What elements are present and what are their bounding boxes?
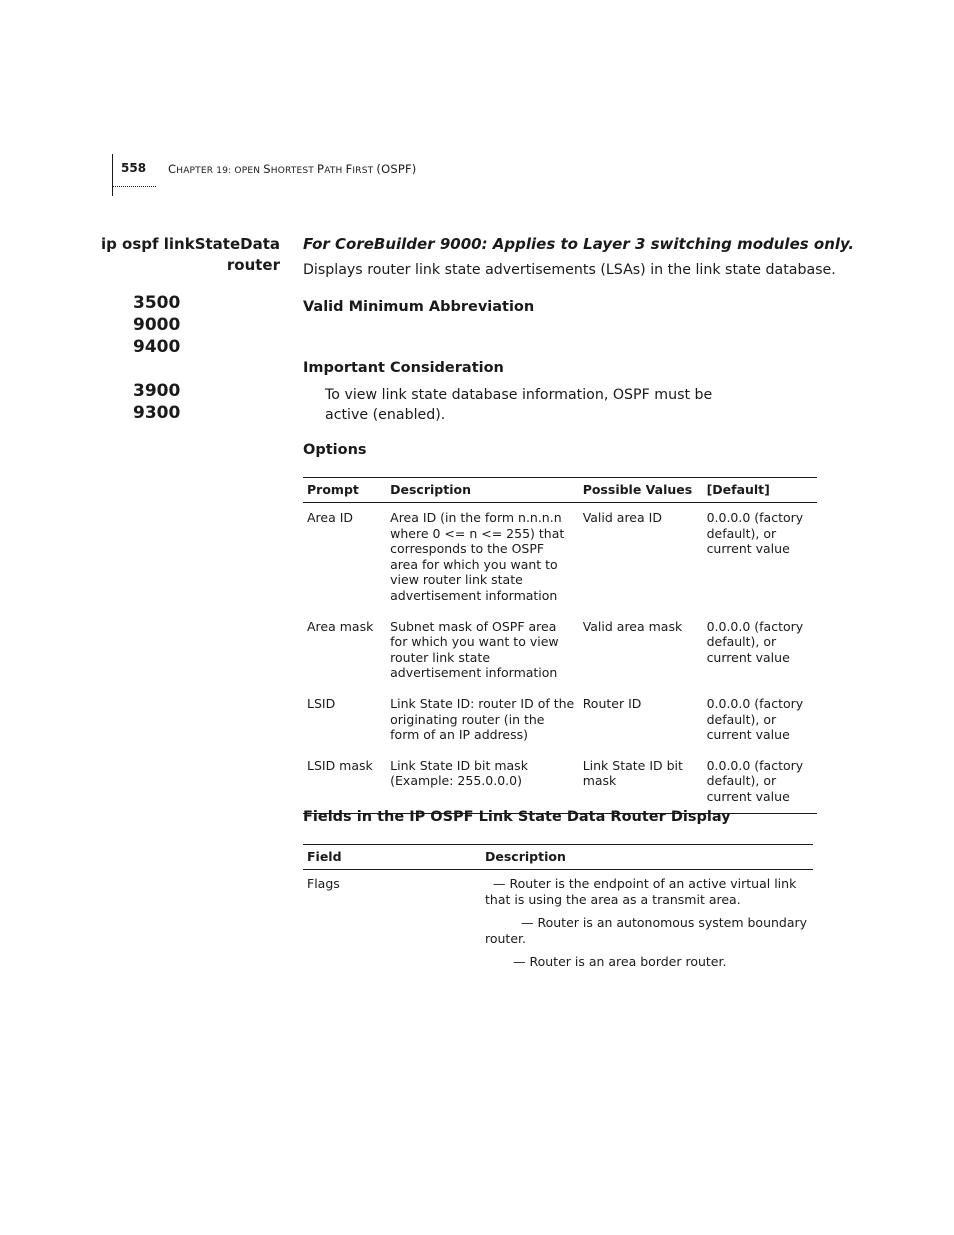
command-description: Displays router link state advertisements (LSAs) in the link state database.: [303, 262, 836, 278]
table-cell: Valid area mask: [582, 618, 683, 634]
platform-list-secondary: [133, 380, 180, 424]
important-consideration-text: To view link state database information, OSPF must be active (enabled).: [325, 387, 713, 423]
table-cell: Valid area ID: [582, 510, 662, 525]
flag-description: — Router is an autonomous system boundary router.: [485, 915, 808, 946]
table-cell: LSID: [307, 695, 336, 711]
platform-label: 9400: [133, 337, 181, 357]
fields-heading: Fields in the IP OSPF Link State Data Router Display: [303, 809, 731, 825]
table-row: [303, 503, 817, 612]
platform-label: 3900: [133, 381, 181, 401]
column-header: Field: [307, 849, 342, 864]
header-dotted-rule: [112, 186, 156, 191]
table-cell: 0.0.0.0 (factory default), or current value: [706, 695, 804, 743]
important-consideration-heading: Important Consideration: [303, 360, 504, 376]
options-heading: Options: [303, 442, 367, 458]
fields-table: [303, 844, 813, 982]
platform-label: 9000: [133, 315, 181, 335]
table-cell: Router ID: [582, 695, 642, 711]
platform-label: 9300: [133, 403, 181, 423]
table-header-row: [303, 478, 817, 503]
valid-min-abbrev-heading: Valid Minimum Abbreviation: [303, 299, 535, 315]
table-cell: LSID mask: [307, 757, 373, 773]
flag-description: — Router is the endpoint of an active virtual link that is using the area as a transmit area.: [485, 876, 797, 907]
table-row: [303, 870, 813, 982]
flag-description: — Router is an area border router.: [513, 954, 727, 970]
table-row: [303, 751, 817, 813]
table-cell: Link State ID bit mask: [582, 757, 683, 789]
command-name-line2: router: [226, 256, 280, 274]
column-header: Description: [485, 849, 566, 864]
platform-list-primary: [133, 292, 180, 358]
column-header: Prompt: [307, 482, 359, 497]
command-name-line1: ip ospf linkStateData: [100, 235, 280, 253]
table-cell: Subnet mask of OSPF area for which you want to view router link state advertisement information: [390, 618, 559, 681]
options-table: [303, 477, 817, 814]
column-header: [Default]: [706, 482, 770, 497]
applies-to-note: For CoreBuilder 9000: Applies to Layer 3 switching modules only.: [303, 235, 855, 253]
table-cell: Area mask: [307, 618, 374, 634]
table-cell: 0.0.0.0 (factory default), or current value: [706, 618, 804, 665]
table-cell: Area ID: [307, 510, 354, 525]
page-number: 558: [121, 161, 147, 175]
table-header-row: [303, 845, 813, 870]
table-row: [303, 612, 817, 689]
table-cell: Link State ID: router ID of the originating router (in the form of an IP address): [390, 695, 575, 743]
table-cell: Link State ID bit mask (Example: 255.0.0.0): [390, 757, 528, 789]
table-cell: Area ID (in the form n.n.n.n where 0 <= n <= 255) that corresponds to the OSPF area for which you want to view router link state advertisement information: [390, 510, 565, 603]
table-cell: 0.0.0.0 (factory default), or current value: [706, 510, 804, 557]
table-cell: Flags: [307, 876, 340, 891]
table-cell: [481, 870, 813, 982]
chapter-title: CHAPTER 19: OPEN SHORTEST PATH FIRST (OSPF): [168, 162, 417, 176]
command-name: [101, 234, 280, 276]
column-header: Description: [390, 482, 471, 497]
platform-label: 3500: [133, 293, 181, 313]
column-header: Possible Values: [582, 482, 693, 497]
table-cell: 0.0.0.0 (factory default), or current value: [706, 757, 804, 804]
table-row: [303, 689, 817, 751]
